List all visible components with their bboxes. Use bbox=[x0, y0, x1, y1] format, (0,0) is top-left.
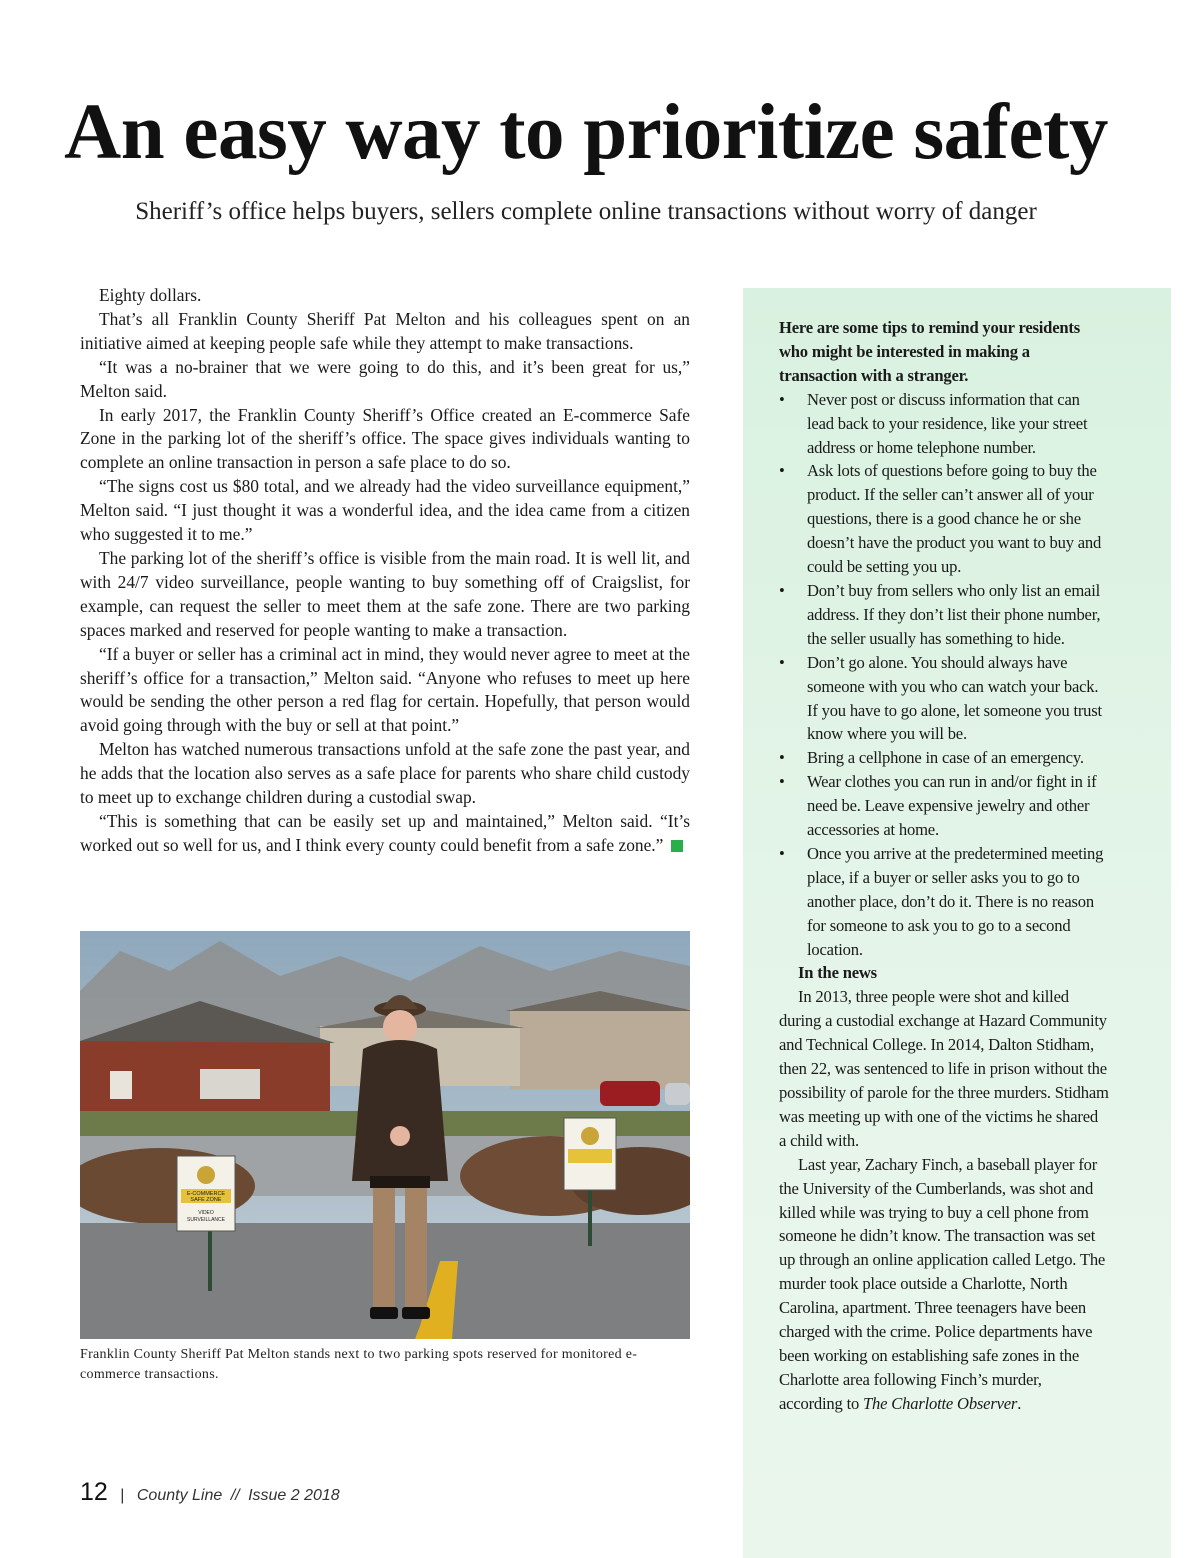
sign-text: SURVEILLANCE bbox=[187, 1217, 225, 1223]
publication-name: County Line bbox=[136, 1487, 223, 1504]
news-paragraph-text: Last year, Zachary Finch, a baseball player for the University of the Cumberlands, was shot and killed while was trying to buy a cell phone from someone he didn’t know. The transaction was set up through an online application called Letgo. The murder took place outside a Charlotte, North Carolina, apartment. Three teenagers have been charged with the crime. Police departments have been working on establishing safe zones in the Charlotte area following Finch’s murder, according to bbox=[779, 1154, 1106, 1413]
sign-text: SAFE ZONE bbox=[190, 1197, 222, 1203]
sign-text: VIDEO bbox=[198, 1210, 214, 1216]
tip-text: Ask lots of questions before going to buy the product. If the seller can’t answer all of your questions, there is a good chance he or she doesn’t have the product you want to buy and could be setting you up. bbox=[807, 461, 1102, 577]
bullet: • bbox=[779, 580, 785, 600]
body-paragraph: Melton has watched numerous transactions unfold at the safe zone the past year, and he adds that the location also serves as a safe place for parents who share child custody to meet up to exchange children during a custodial swap. bbox=[80, 739, 690, 808]
bullet: • bbox=[779, 461, 785, 481]
tip-item bbox=[779, 579, 1109, 651]
page-footer bbox=[80, 1478, 340, 1508]
tips-sidebar bbox=[743, 288, 1171, 1558]
body-paragraph: Eighty dollars. bbox=[99, 285, 202, 305]
tip-item bbox=[779, 459, 1109, 579]
issue-label: Issue 2 2018 bbox=[248, 1487, 340, 1504]
news-paragraph bbox=[779, 1153, 1109, 1416]
tip-text: Once you arrive at the predetermined meeting place, if a buyer or seller asks you to go to another place, don’t do it. There is no reason for someone to ask you to go to a second location. bbox=[807, 843, 1104, 959]
tip-item bbox=[779, 388, 1109, 460]
sheriff-photo bbox=[80, 931, 690, 1339]
tip-item bbox=[779, 651, 1109, 747]
tip-text: Bring a cellphone in case of an emergency. bbox=[807, 748, 1084, 768]
body-paragraph: “It was a no-brainer that we were going to do this, and it’s been great for us,” Melton said. bbox=[80, 356, 690, 401]
tip-item bbox=[779, 746, 1109, 770]
end-of-story-mark bbox=[671, 840, 683, 852]
footer-slashes: // bbox=[230, 1487, 240, 1504]
sign-text: E-COMMERCE bbox=[186, 1191, 226, 1197]
news-heading: In the news bbox=[798, 963, 877, 983]
body-paragraph: The parking lot of the sheriff’s office is visible from the main road. It is well lit, and with 24/7 video surveillance, people wanting to buy something off of Craigslist, for example, can request the seller to meet them at the safe zone. There are two parking spaces marked and reserved for people wanting to make a transaction. bbox=[80, 547, 690, 640]
bullet: • bbox=[779, 772, 785, 792]
tip-item bbox=[779, 842, 1109, 962]
article-body bbox=[80, 284, 690, 858]
tip-text: Wear clothes you can run in and/or fight in if need be. Leave expensive jewelry and other accessories at home. bbox=[807, 772, 1097, 840]
bullet: • bbox=[779, 748, 785, 768]
body-paragraph: In early 2017, the Franklin County Sheriff’s Office created an E-commerce Safe Zone in the parking lot of the sheriff’s office. The space gives individuals wanting to complete an online transaction in person a safe place to do so. bbox=[80, 404, 690, 473]
news-paragraph: In 2013, three people were shot and killed during a custodial exchange at Hazard Community and Technical College. In 2014, Dalton Stidham, then 22, was sentenced to life in prison without the possibility of parole for the three murders. Stidham was meeting up with one of the victims he shared a child with. bbox=[779, 987, 1109, 1150]
tips-intro: Here are some tips to remind your residents who might be interested in making a transaction with a stranger. bbox=[779, 318, 1080, 385]
footer-separator: | bbox=[120, 1487, 125, 1504]
article-subtitle: Sheriff’s office helps buyers, sellers complete online transactions without worry of danger bbox=[135, 198, 1037, 225]
bullet: • bbox=[779, 389, 785, 409]
page-number: 12 bbox=[80, 1478, 108, 1506]
bullet: • bbox=[779, 652, 785, 672]
body-paragraph: “If a buyer or seller has a criminal act in mind, they would never agree to meet at the sheriff’s office for a transaction,” Melton said. “Anyone who refuses to meet up here would be sending the other person a red flag for certain. Hopefully, that person would avoid going through with the buy or sell at that point.” bbox=[80, 643, 690, 736]
body-paragraph: That’s all Franklin County Sheriff Pat Melton and his colleagues spent on an initiative aimed at keeping people safe while they attempt to make transactions. bbox=[80, 308, 690, 353]
body-paragraph-last bbox=[80, 810, 690, 858]
bullet: • bbox=[779, 843, 785, 863]
tip-text: Don’t go alone. You should always have someone with you who can watch your back. If you have to go alone, let someone you trust know where you will be. bbox=[807, 652, 1102, 744]
tip-item bbox=[779, 770, 1109, 842]
news-source: The Charlotte Observer bbox=[863, 1393, 1018, 1413]
photo-caption: Franklin County Sheriff Pat Melton stands next to two parking spots reserved for monitored e-commerce transactions. bbox=[80, 1347, 638, 1382]
body-paragraph-text: “This is something that can be easily set up and maintained,” Melton said. “It’s worked out so well for us, and I think every county could benefit from a safe zone.” bbox=[80, 810, 690, 855]
body-paragraph: “The signs cost us $80 total, and we already had the video surveillance equipment,” Melton said. “I just thought it was a wonderful idea, and the idea came from a citizen who suggested it to me.” bbox=[80, 476, 690, 545]
news-paragraph-end: . bbox=[1017, 1393, 1022, 1413]
tips-list bbox=[779, 388, 1109, 962]
tip-text: Never post or discuss information that can lead back to your residence, like your street address or home telephone number. bbox=[807, 389, 1088, 457]
in-the-news bbox=[779, 961, 1109, 1415]
article-title: An easy way to prioritize safety bbox=[64, 89, 1108, 176]
tip-text: Don’t buy from sellers who only list an email address. If they don’t list their phone number, the seller usually has something to hide. bbox=[807, 580, 1101, 648]
